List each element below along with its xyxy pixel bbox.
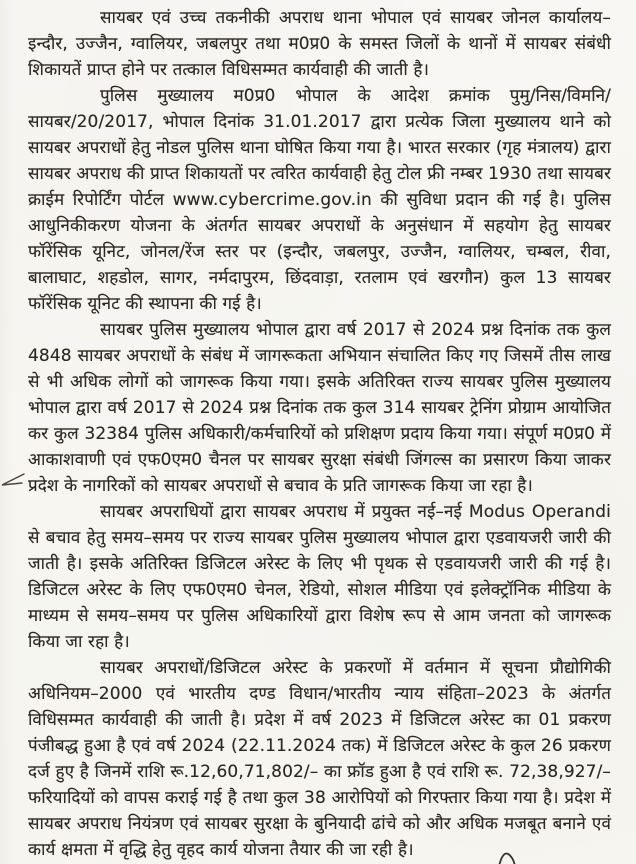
paragraph-nodal-thana-order-helpline-forensic-units: पुलिस मुख्यालय म0प्र0 भोपाल के आदेश क्रमांक पुमु/निस/विमनि/सायबर/20/2017, भोपाल दिनांक 31.01.2017 द्वारा प्रत्येक जिला मुख्यालय थाने को सायबर अपराधों हेतु नोडल पुलिस थाना घोषित किया गया है। भारत सरकार (गृह मंत्रालय) द्वारा सायबर अपराध की प्राप्त शिकायतों पर त्वरित कार्यवाही हेतु टोल फ्री नम्बर 1930 तथा सायबर क्राईम रिपोर्टिंग पोर्टल www.cybercrime.gov.in की सुविधा प्रदान की गई है। पुलिस आधुनिकीकरण योजना के अंतर्गत सायबर अपराधों के अनुसंधान में सहयोग हेतु सायबर फॉरेंसिक यूनिट, जोनल/रेंज स्तर पर (इन्दौर, जबलपुर, उज्जैन, ग्वालियर, चम्बल, रीवा, बालाघाट, शहडोल, सागर, नर्मदापुरम, छिंदवाड़ा, रतलाम एवं खरगौन) कुल 13 सायबर फॉरेंसिक यूनिट की स्थापना की गई है। — [28, 86, 611, 314]
scan-edge-shading — [0, 0, 14, 864]
paragraph-awareness-campaigns-training: सायबर पुलिस मुख्यालय भोपाल द्वारा वर्ष 2017 से 2024 प्रश्न दिनांक तक कुल 4848 सायबर अपराधों के संबंध में जागरूकता अभियान संचालित किए गए जिसमें तीस लाख से भी अधिक लोगों को जागरूक किया गया। इसके अतिरिक्त राज्य सायबर पुलिस मुख्यालय भोपाल द्वारा वर्ष 2017 से 2024 प्रश्न दिनांक तक कुल 314 सायबर ट्रेनिंग प्रोग्राम आयोजित कर कुल 32384 पुलिस अधिकारी/कर्मचारियों को प्रशिक्षण प्रदाय किया गया। संपूर्ण म0प्र0 में आकाशवाणी एवं एफ0एम0 चैनल पर सायबर सुरक्षा संबंधी जिंगल्स का प्रसारण किया जाकर प्रदेश के नागरिकों को सायबर अपराधों से बचाव के प्रति जागरूक किया जा रहा है। — [28, 320, 611, 496]
paragraph-digital-arrest-cases-statistics: सायबर अपराधों/डिजिटल अरेस्ट के प्रकरणों में वर्तमान में सूचना प्रौद्योगिकी अधिनियम–2000 एवं भारतीय दण्ड विधान/भारतीय न्याय संहिता–2023 के अंतर्गत विधिसम्मत कार्यवाही की जाती है। प्रदेश में वर्ष 2023 में डिजिटल अरेस्ट का 01 प्रकरण पंजीबद्ध हुआ है एवं वर्ष 2024 (22.11.2024 तक) में डिजिटल अरेस्ट के कुल 26 प्रकरण दर्ज हुए है जिनमें राशि रू.12,60,71,802/– का फ्रॉड हुआ है एवं राशि रू. 72,38,927/– फरियादियों को वापस कराई गई है तथा कुल 38 आरोपियों को गिरफ्तार किया गया है। प्रदेश में सायबर अपराध नियंत्रण एवं सायबर सुरक्षा के बुनियादी ढांचे को और अधिक मजबूत बनाने एवं कार्य क्षमता में वृद्धि हेतु वृहद कार्य योजना तैयार की जा रही है। — [28, 658, 611, 860]
paragraph-cyber-thana-zonal-offices: सायबर एवं उच्च तकनीकी अपराध थाना भोपाल एवं सायबर जोनल कार्यालय–इन्दौर, उज्जैन, ग्वालियर, जबलपुर तथा म0प्र0 के समस्त जिलों के थानों में सायबर संबंधी शिकायतें प्राप्त होने पर तत्काल विधिसम्मत कार्यवाही की जाती है। — [28, 8, 611, 80]
margin-tick-icon — [0, 472, 26, 488]
signature-fragment-icon — [496, 848, 526, 864]
document-body-text — [28, 5, 611, 863]
paragraph-modus-operandi-advisories: सायबर अपराधियों द्वारा सायबर अपराध में प्रयुक्त नई–नई Modus Operandi से बचाव हेतु समय–समय पर राज्य सायबर पुलिस मुख्यालय भोपाल द्वारा एडवायजरी जारी की जाती है। इसके अतिरिक्त डिजिटल अरेस्ट के लिए भी पृथक से एडवायजरी जारी की गई है। डिजिटल अरेस्ट के लिए एफ0एम0 चेनल, रेडियो, सोशल मीडिया एवं इलेक्ट्रॉनिक मीडिया के माध्यम से समय–समय पर पुलिस अधिकारियों द्वारा विशेष रूप से आम जनता को जागरूक किया जा रहा है। — [28, 502, 611, 652]
